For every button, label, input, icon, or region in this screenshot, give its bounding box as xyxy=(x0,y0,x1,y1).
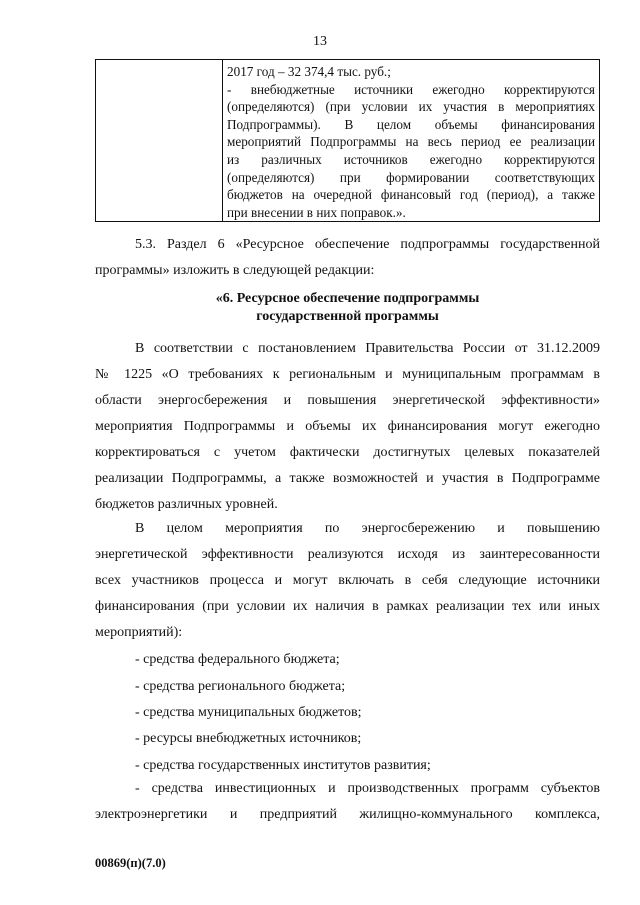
section-heading xyxy=(95,290,600,326)
table-line: мероприятий Подпрограммы на весь период ее реализации xyxy=(227,134,595,150)
table-line: бюджетов на очередной финансовый год (период), а также xyxy=(227,187,595,203)
text-line: 5.3. Раздел 6 «Ресурсное обеспечение подпрограммы государственной xyxy=(135,237,600,252)
table-cell-text xyxy=(223,60,600,222)
table-line: - внебюджетные источники ежегодно корректируются xyxy=(227,81,595,97)
text-line: мероприятий): xyxy=(95,625,183,640)
paragraph-5-3 xyxy=(95,232,600,284)
table-row xyxy=(96,60,600,222)
heading-line: «6. Ресурсное обеспечение подпрограммы xyxy=(215,291,480,306)
table-cell-empty xyxy=(96,60,223,222)
text-line: корректироваться с учетом фактически достигнутых целевых показателей xyxy=(95,445,600,460)
table-line: Подпрограммы). В целом объемы финансирования xyxy=(227,116,595,132)
text-line: мероприятия Подпрограммы и объемы их финансирования могут ежегодно xyxy=(95,419,600,434)
text-line: энергетической эффективности реализуются исходя из заинтересованности xyxy=(95,547,600,562)
text-line: программы» изложить в следующей редакции: xyxy=(95,263,375,278)
document-code: 00869(п)(7.0) xyxy=(95,856,166,870)
list-item: - средства федерального бюджета; xyxy=(135,652,340,667)
list-item: - ресурсы внебюджетных источников; xyxy=(135,731,362,746)
text-line: бюджетов различных уровней. xyxy=(95,497,278,512)
text-line: реализации Подпрограммы, а также возможностей и участия в Подпрограмме xyxy=(95,471,600,486)
text-line: области энергосбережения и повышения энергетической эффективности» xyxy=(95,393,600,408)
paragraph-sources xyxy=(95,516,600,646)
list-item: - средства муниципальных бюджетов; xyxy=(135,705,362,720)
table-line: 2017 год – 32 374,4 тыс. руб.; xyxy=(227,64,391,79)
funding-table xyxy=(95,59,600,222)
table-line: при внесении в них поправок.». xyxy=(227,204,406,220)
table-line: из различных источников ежегодно корректируются xyxy=(227,151,595,167)
page-number: 13 xyxy=(313,34,327,49)
list-item: - средства государственных институтов развития; xyxy=(135,758,431,773)
table-line: (определяются) при формировании соответствующих xyxy=(227,169,595,185)
text-line: всех участников процесса и могут включать в себя следующие источники xyxy=(95,573,600,588)
text-line: - средства инвестиционных и производственных программ субъектов xyxy=(135,781,600,796)
table-line: (определяются) (при условии их участия в мероприятиях xyxy=(227,99,595,115)
paragraph-programs xyxy=(95,776,600,828)
text-line: финансирования (при условии их наличия в рамках реализации тех или иных xyxy=(95,599,600,614)
text-line: В целом мероприятия по энергосбережению и повышению xyxy=(135,521,600,536)
text-line: № 1225 «О требованиях к региональным и муниципальным программам в xyxy=(95,367,600,382)
heading-line: государственной программы xyxy=(256,309,439,324)
list-item: - средства регионального бюджета; xyxy=(135,679,346,694)
text-line: электроэнергетики и предприятий жилищно-коммунального комплекса, xyxy=(95,807,600,822)
paragraph-resolution xyxy=(95,336,600,518)
text-line: В соответствии с постановлением Правительства России от 31.12.2009 xyxy=(135,341,600,356)
